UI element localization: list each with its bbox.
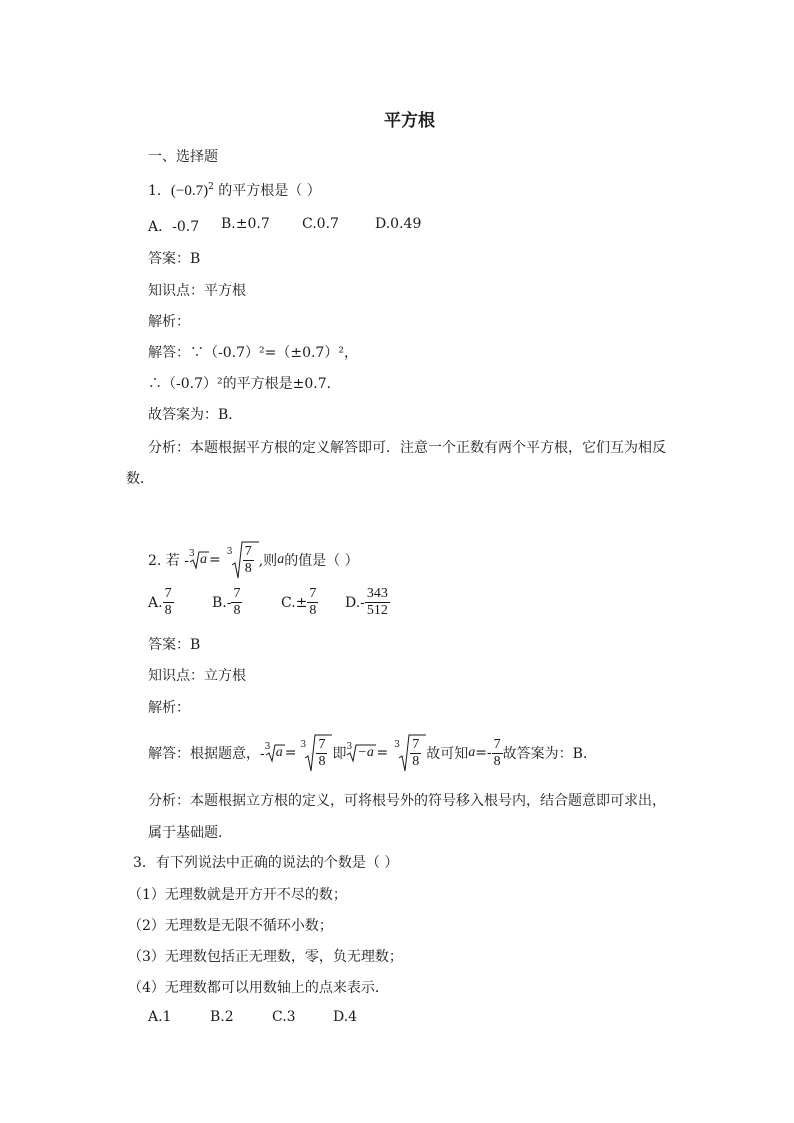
equals-sign: = <box>209 552 221 568</box>
solution-text-end: 故答案为：B． <box>502 746 597 762</box>
option-d <box>345 586 390 619</box>
option-a: A．-0.7 <box>148 219 200 235</box>
question-number: 1． <box>148 183 171 199</box>
fraction-denominator: 512 <box>366 603 388 618</box>
root-index: 3 <box>226 547 233 557</box>
solution-text-prefix: 解答：根据题意，- <box>148 746 265 762</box>
cube-root-neg-a <box>346 744 376 762</box>
option-a <box>148 586 174 619</box>
fraction-denominator: 8 <box>244 561 252 576</box>
analysis-label: 解析： <box>148 314 190 330</box>
fraction-denominator: 8 <box>233 603 241 618</box>
fraction <box>492 737 503 770</box>
option-c <box>281 586 318 619</box>
answer: 答案：B <box>148 251 201 267</box>
cube-root-fraction <box>302 734 332 772</box>
solution-line-3: 故答案为：B． <box>148 407 243 423</box>
variable-a: a <box>468 745 476 760</box>
question-text: 的平方根是（ ） <box>213 183 321 199</box>
fraction <box>231 586 242 619</box>
option-label: A. <box>148 594 163 611</box>
equals-sign: = <box>376 745 389 761</box>
radicand-neg-a: −a <box>357 745 374 760</box>
power-exponent: 2 <box>208 182 214 192</box>
option-c: C.3 <box>272 1009 296 1025</box>
fraction-denominator: 8 <box>309 603 317 618</box>
fraction-numerator: 7 <box>412 737 420 752</box>
question-1-stem <box>148 180 321 200</box>
equals-negative: =- <box>475 745 492 761</box>
statement-4: （4）无理数都可以用数轴上的点来表示． <box>128 980 389 996</box>
question-2-stem <box>148 540 359 580</box>
fraction-numerator: 7 <box>244 544 252 559</box>
variable-a: a <box>277 552 285 567</box>
explanation-line-1: 分析：本题根据平方根的定义解答即可．注意一个正数有两个平方根，它们互为相反 <box>148 440 666 456</box>
explanation-line-2: 数． <box>126 471 154 487</box>
option-label: B.- <box>212 594 232 611</box>
fraction-denominator: 8 <box>164 603 172 618</box>
solution-line-2: ∴（-0.7）²的平方根是±0.7． <box>148 376 341 392</box>
fraction-numerator: 7 <box>318 737 326 752</box>
answer: 答案：B <box>148 637 201 653</box>
radicand-a: a <box>275 745 283 760</box>
fraction-denominator: 8 <box>412 754 420 769</box>
fraction <box>365 586 390 619</box>
analysis-label: 解析： <box>148 700 190 716</box>
power-base: (−0.7) <box>170 183 209 199</box>
question-text-prefix: 2. 若 - <box>148 553 189 569</box>
fraction <box>163 586 174 619</box>
option-b: B.2 <box>210 1009 234 1025</box>
explanation-line-1: 分析：本题根据立方根的定义，可将根号外的符号移入根号内，结合题意即可求出， <box>148 793 666 809</box>
option-c: C.0.7 <box>302 216 339 232</box>
fraction-numerator: 7 <box>233 586 241 601</box>
fraction-numerator: 7 <box>309 586 317 601</box>
fraction-numerator: 7 <box>164 586 172 601</box>
root-index: 3 <box>264 742 271 752</box>
fraction-denominator: 8 <box>318 754 326 769</box>
fraction-denominator: 8 <box>493 753 501 769</box>
option-a: A.1 <box>148 1009 172 1025</box>
cube-root <box>265 744 285 762</box>
fraction <box>316 737 327 770</box>
page-title: 平方根 <box>384 111 435 131</box>
root-index: 3 <box>346 742 353 752</box>
option-b: B.±0.7 <box>221 216 270 232</box>
statement-1: （1）无理数就是开方开不尽的数； <box>128 887 347 903</box>
section-heading: 一、选择题 <box>148 149 218 165</box>
cube-root-fraction <box>226 541 259 579</box>
root-index: 3 <box>300 740 307 750</box>
option-label: D.- <box>345 594 365 611</box>
statement-3: （3）无理数包括正无理数，零，负无理数； <box>128 949 403 965</box>
fraction <box>410 737 421 770</box>
knowledge-point: 知识点：平方根 <box>148 283 246 299</box>
solution-line <box>148 733 597 773</box>
statement-2: （2）无理数是无限不循环小数； <box>128 918 333 934</box>
option-d: D.0.49 <box>375 216 422 232</box>
option-b <box>212 586 242 619</box>
fraction <box>243 544 254 577</box>
fraction <box>307 586 318 619</box>
cube-root-fraction <box>396 734 426 772</box>
question-text-mid: ,则 <box>258 553 278 569</box>
question-3-stem: 3．有下列说法中正确的说法的个数是（ ） <box>133 855 399 871</box>
solution-text-guke: 故可知 <box>426 746 469 762</box>
option-d: D.4 <box>333 1009 358 1025</box>
solution-text-ji: 即 <box>332 746 347 762</box>
cube-root <box>189 551 209 569</box>
root-index: 3 <box>189 549 195 559</box>
fraction-numerator: 343 <box>366 586 388 601</box>
solution-line-1: 解答：∵（-0.7）²=（±0.7）²， <box>148 345 358 361</box>
radicand-a: a <box>200 552 207 567</box>
knowledge-point: 知识点：立方根 <box>148 668 246 684</box>
root-index: 3 <box>394 740 400 750</box>
option-label: C.± <box>281 594 308 611</box>
fraction-numerator: 7 <box>493 736 501 752</box>
equals-sign: = <box>284 745 297 761</box>
question-text-end: 的值是（ ） <box>284 553 359 569</box>
explanation-line-2: 属于基础题． <box>148 825 232 841</box>
